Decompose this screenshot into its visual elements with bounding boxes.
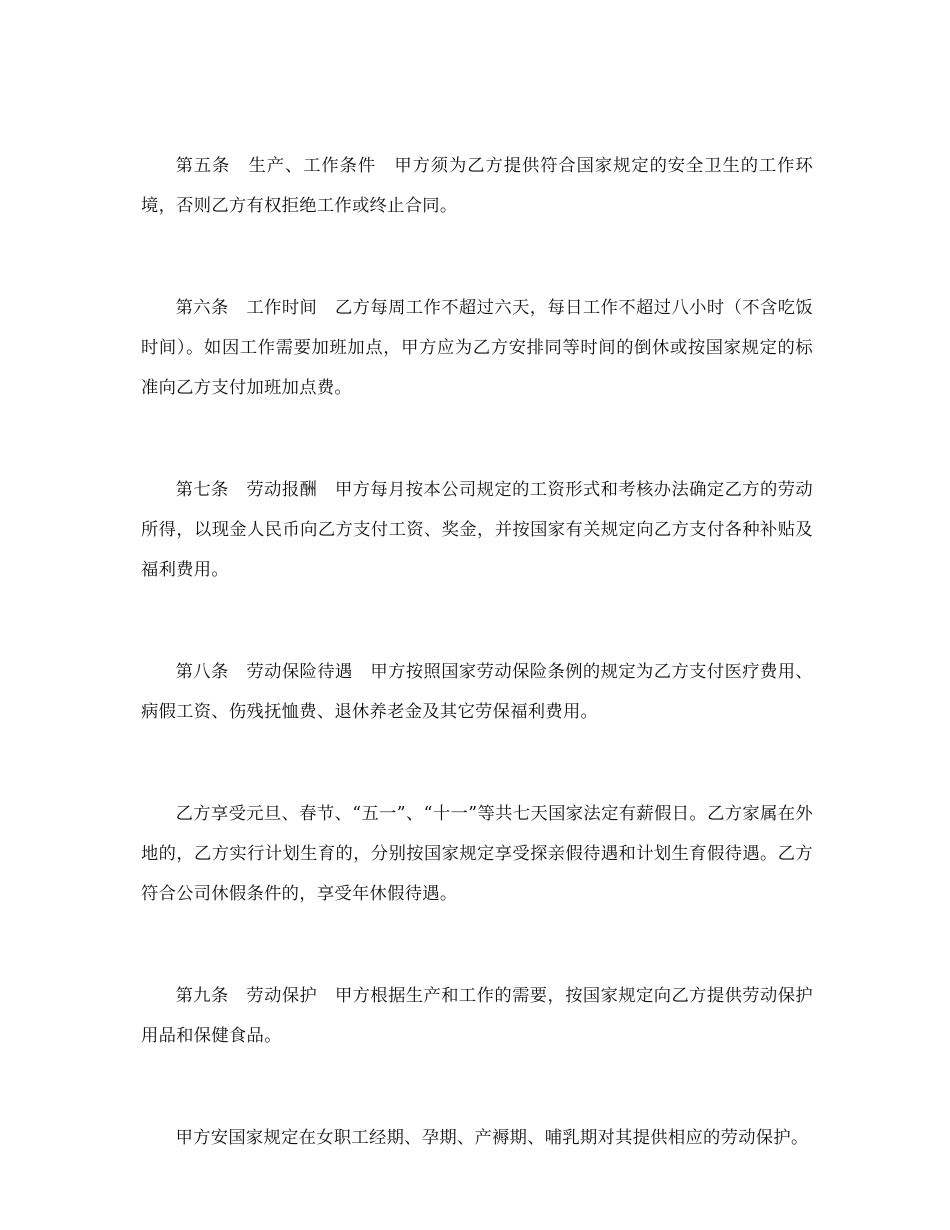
document-body <box>141 146 813 1220</box>
article-5-paragraph: 第五条 生产、工作条件 甲方须为乙方提供符合国家规定的安全卫生的工作环境，否则乙方有权拒绝工作或终止合同。 <box>141 156 813 216</box>
article-7-paragraph: 第七条 劳动报酬 甲方每月按本公司规定的工资形式和考核办法确定乙方的劳动所得，以现金人民币向乙方支付工资、奖金，并按国家有关规定向乙方支付各种补贴及福利费用。 <box>141 480 813 580</box>
article-8-paragraph: 第八条 劳动保险待遇 甲方按照国家劳动保险条例的规定为乙方支付医疗费用、病假工资、伤残抚恤费、退休养老金及其它劳保福利费用。 <box>141 662 813 722</box>
holiday-paragraph: 乙方享受元旦、春节、“五一”、“十一”等共七天国家法定有薪假日。乙方家属在外地的，乙方实行计划生育的，分别按国家规定享受探亲假待遇和计划生育假待遇。乙方符合公司休假条件的，享受年休假待遇。 <box>141 804 813 904</box>
article-9-paragraph: 第九条 劳动保护 甲方根据生产和工作的需要，按国家规定向乙方提供劳动保护用品和保健食品。 <box>141 986 813 1046</box>
article-6-paragraph: 第六条 工作时间 乙方每周工作不超过六天，每日工作不超过八小时（不含吃饭时间）。如因工作需要加班加点，甲方应为乙方安排同等时间的倒休或按国家规定的标准向乙方支付加班加点费。 <box>141 298 813 398</box>
female-worker-protection-paragraph: 甲方安国家规定在女职工经期、孕期、产褥期、哺乳期对其提供相应的劳动保护。 <box>175 1128 809 1148</box>
